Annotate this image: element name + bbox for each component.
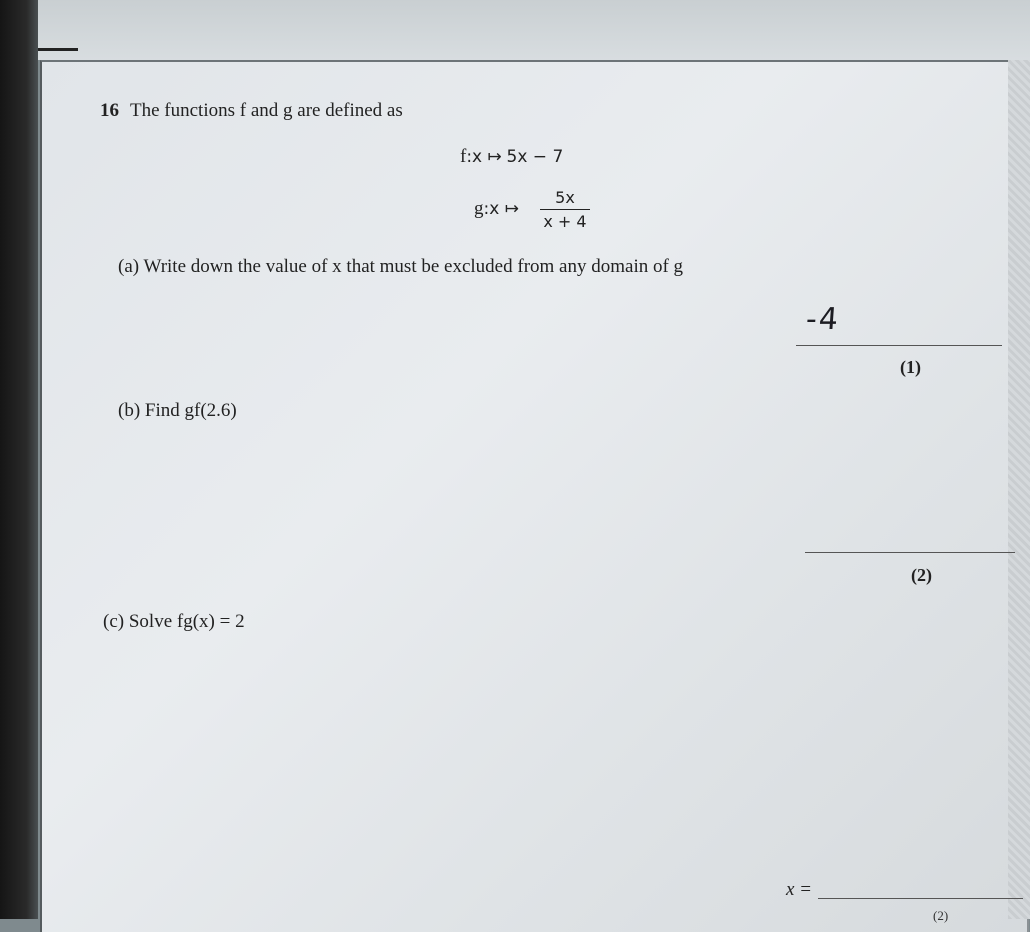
part-a-handwritten-answer: -4 <box>804 302 842 337</box>
dark-edge <box>0 0 38 919</box>
part-a-text: Write down the value of x that must be excluded from any domain of g <box>143 256 684 277</box>
page-edge-strip <box>1008 60 1030 919</box>
f-expression: 5x − 7 <box>506 147 564 167</box>
g-name: g <box>474 198 484 219</box>
f-arrow: :x ↦ <box>466 147 502 167</box>
part-b-answer-line[interactable] <box>805 552 1015 553</box>
g-fraction <box>540 188 590 231</box>
question-number: 16 <box>100 100 119 121</box>
top-rule <box>38 48 78 51</box>
part-a-answer-line[interactable] <box>796 345 1002 346</box>
g-denominator: x + 4 <box>543 212 587 231</box>
part-b-text: Find gf(2.6) <box>144 400 237 421</box>
f-name: f <box>460 146 467 167</box>
part-a-prompt <box>118 256 683 278</box>
part-b-label: (b) <box>118 400 141 421</box>
part-a-marks: (1) <box>900 357 921 377</box>
g-definition <box>474 198 519 220</box>
part-c-label: (c) <box>103 611 125 632</box>
part-c-answer-prefix: x = <box>786 879 813 900</box>
part-c-answer-line[interactable] <box>818 898 1023 899</box>
question-stem: The functions f and g are defined as <box>130 100 403 121</box>
g-arrow: :x ↦ <box>483 199 519 219</box>
g-numerator: 5x <box>540 188 590 210</box>
f-definition <box>460 146 563 168</box>
part-c-marks: (2) <box>933 908 949 923</box>
part-b-prompt <box>118 400 237 422</box>
exam-page <box>40 60 1029 932</box>
part-a-label: (a) <box>118 256 140 277</box>
previous-page-band <box>38 0 1030 60</box>
part-b-marks: (2) <box>911 565 932 585</box>
part-c-text: Solve fg(x) = 2 <box>128 611 245 632</box>
part-c-prompt <box>103 611 245 633</box>
